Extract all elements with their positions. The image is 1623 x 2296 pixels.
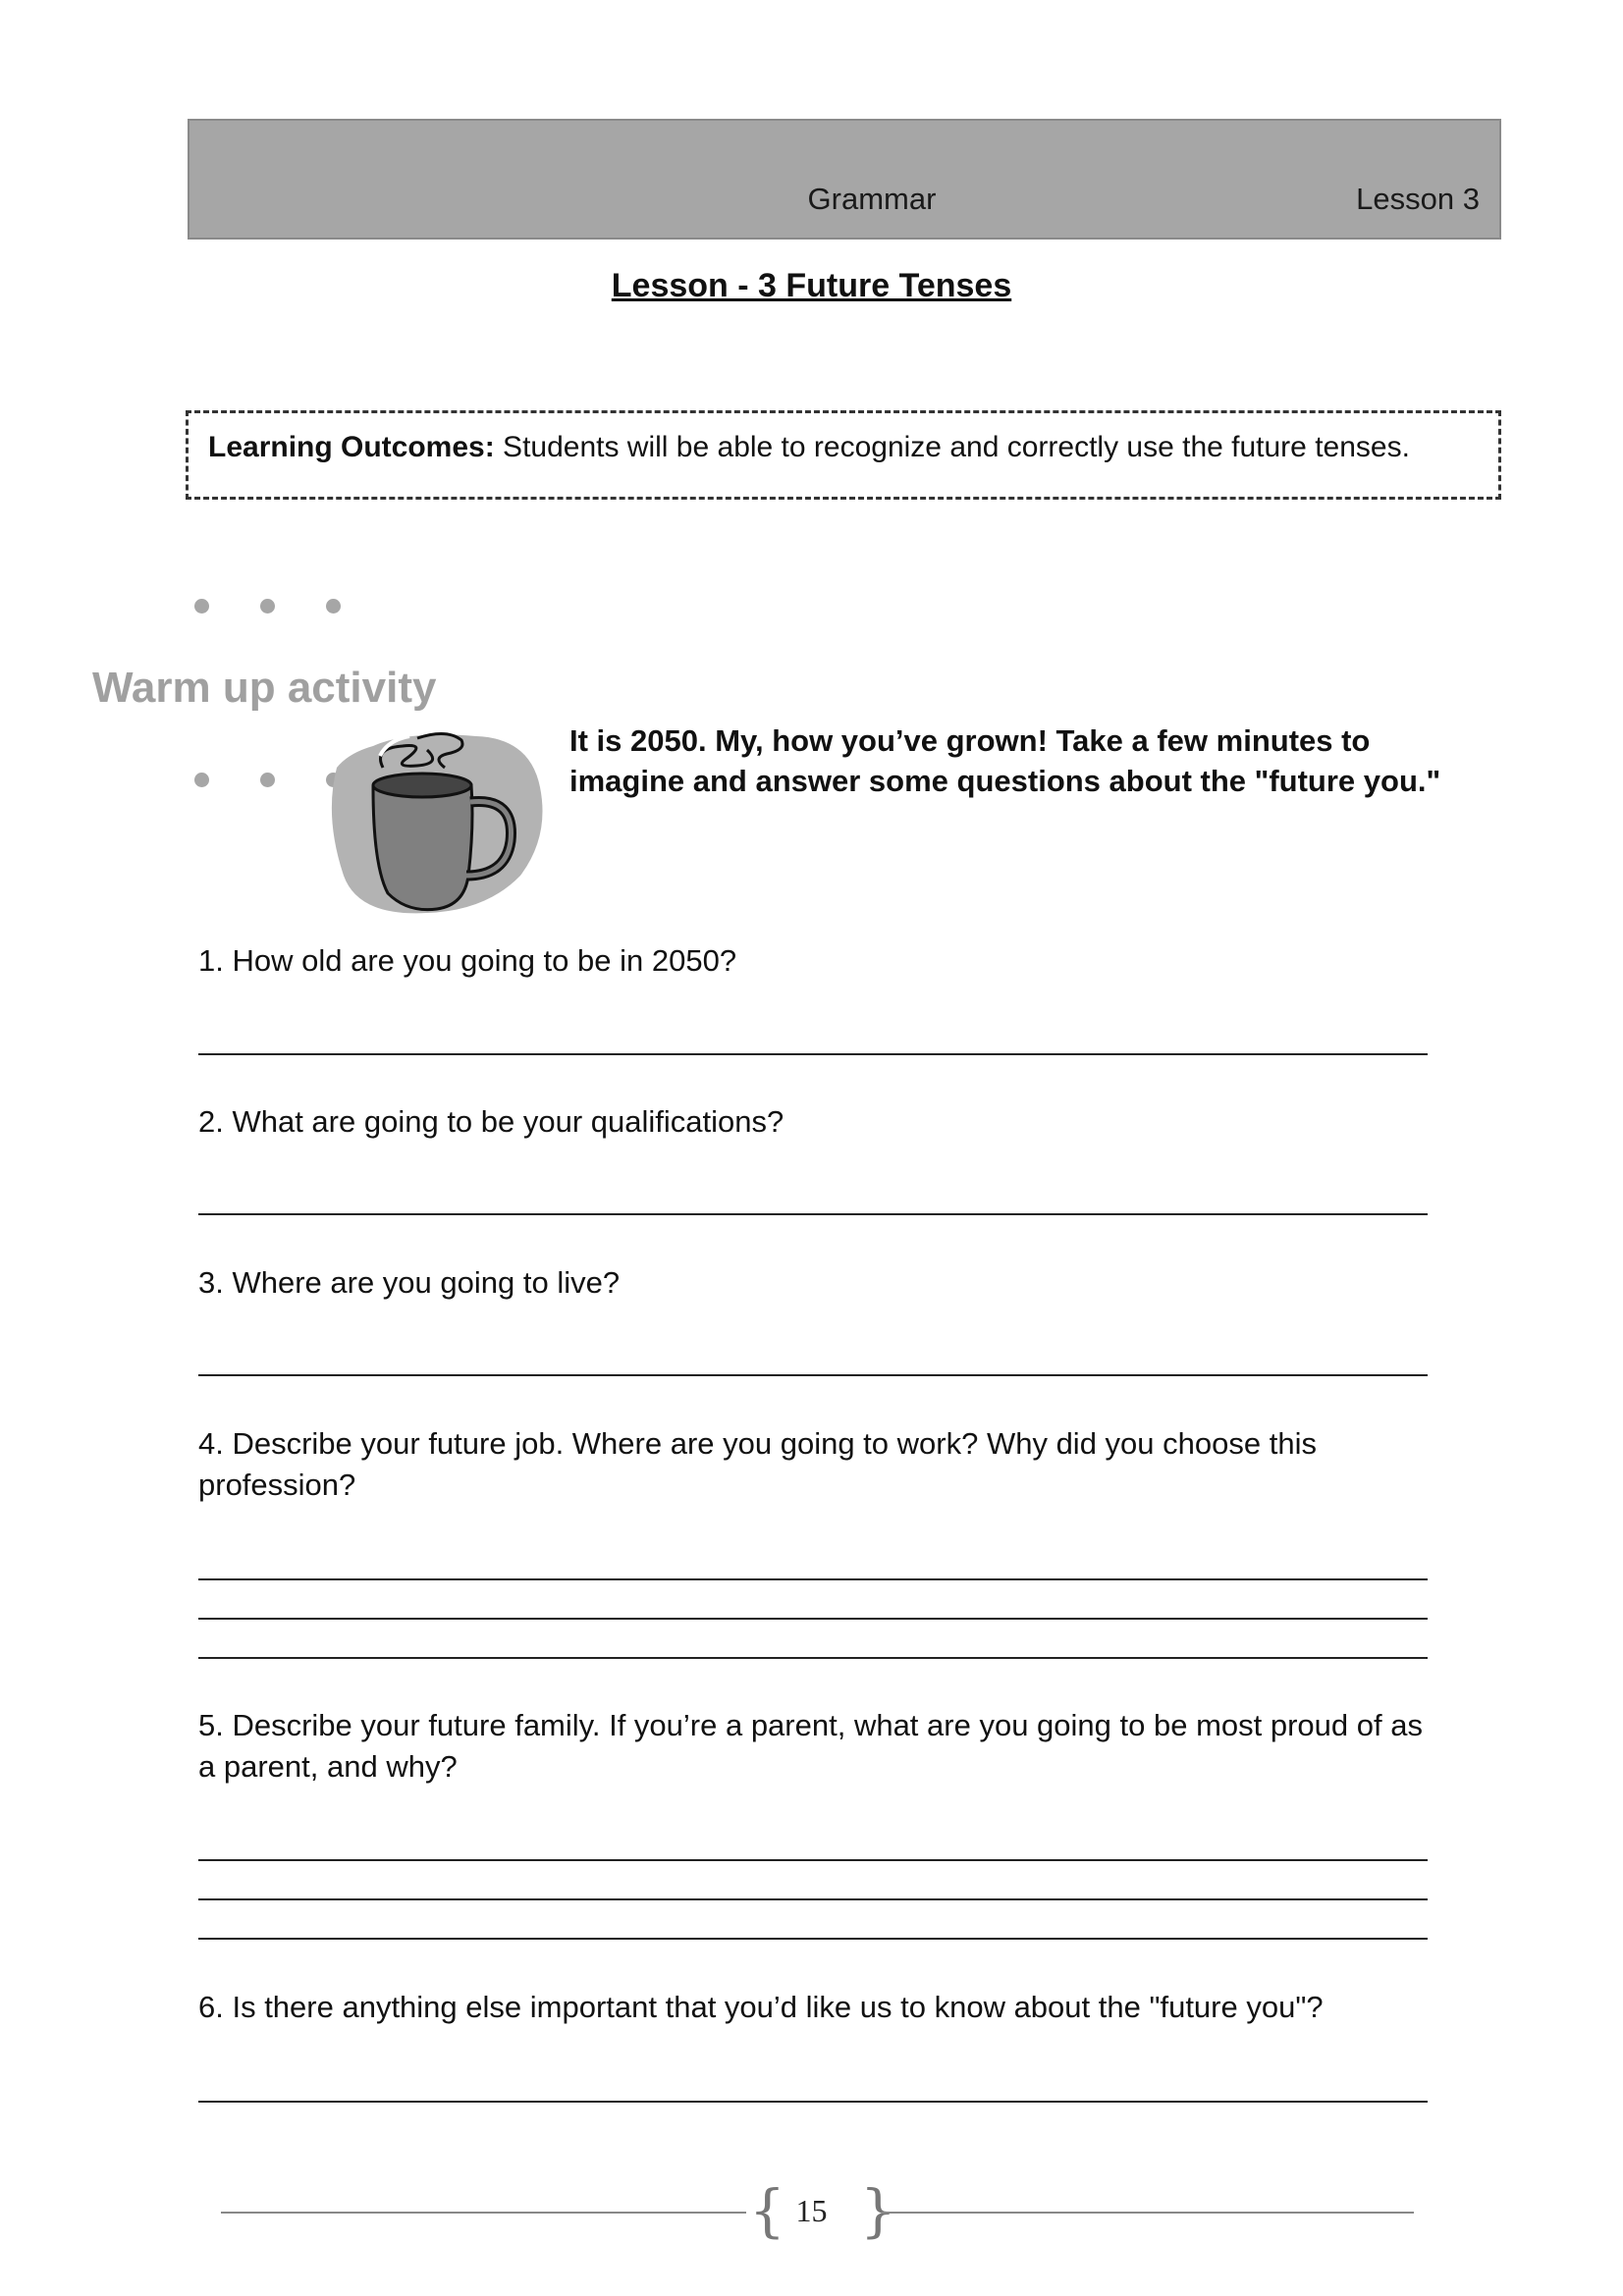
- answer-line[interactable]: [198, 1374, 1428, 1376]
- answer-line[interactable]: [198, 1618, 1428, 1620]
- question-3: 3. Where are you going to live?: [198, 1265, 621, 1300]
- dot-icon: [260, 599, 275, 614]
- learning-outcomes-label: Learning Outcomes:: [208, 431, 495, 463]
- dot-icon: [194, 599, 209, 614]
- page-number: 15: [795, 2193, 828, 2228]
- answer-line[interactable]: [198, 1859, 1428, 1861]
- left-brace-icon: {: [749, 2177, 785, 2244]
- learning-outcomes-box: [186, 410, 1501, 500]
- answer-line[interactable]: [198, 1578, 1428, 1580]
- header-lesson: Lesson 3: [1356, 182, 1480, 216]
- answer-line[interactable]: [198, 1053, 1428, 1055]
- header-subject: Grammar: [807, 182, 937, 216]
- question-2: 2. What are going to be your qualifications?: [198, 1104, 784, 1139]
- dot-icon: [260, 773, 275, 787]
- dot-icon: [326, 599, 341, 614]
- header-bar: [188, 119, 1501, 240]
- answer-line[interactable]: [198, 2101, 1428, 2103]
- lesson-title: Lesson - 3 Future Tenses: [611, 267, 1012, 304]
- answer-line[interactable]: [198, 1898, 1428, 1900]
- right-brace-icon: }: [860, 2177, 896, 2244]
- dot-icon: [194, 773, 209, 787]
- question-6: 6. Is there anything else important that you’d like us to know about the "future you"?: [198, 1990, 1324, 2024]
- question-5: 5. Describe your future family. If you’re a parent, what are you going to be most proud of as a parent, and why?: [198, 1708, 1423, 1784]
- answer-line[interactable]: [198, 1938, 1428, 1940]
- question-1: 1. How old are you going to be in 2050?: [198, 943, 737, 978]
- warmup-title: Warm up activity: [92, 664, 437, 712]
- answer-line[interactable]: [198, 1657, 1428, 1659]
- answer-line[interactable]: [198, 1213, 1428, 1215]
- question-4: 4. Describe your future job. Where are you going to work? Why did you choose this profession?: [198, 1426, 1317, 1502]
- coffee-mug-icon: [319, 728, 550, 917]
- learning-outcomes-text: Students will be able to recognize and correctly use the future tenses.: [494, 431, 1410, 463]
- decorative-dots-top: [194, 599, 341, 614]
- warmup-intro: It is 2050. My, how you’ve grown! Take a few minutes to imagine and answer some questions about the "future you.": [569, 723, 1441, 798]
- learning-outcomes: [208, 431, 1410, 464]
- footer-rule-right: [882, 2212, 1414, 2214]
